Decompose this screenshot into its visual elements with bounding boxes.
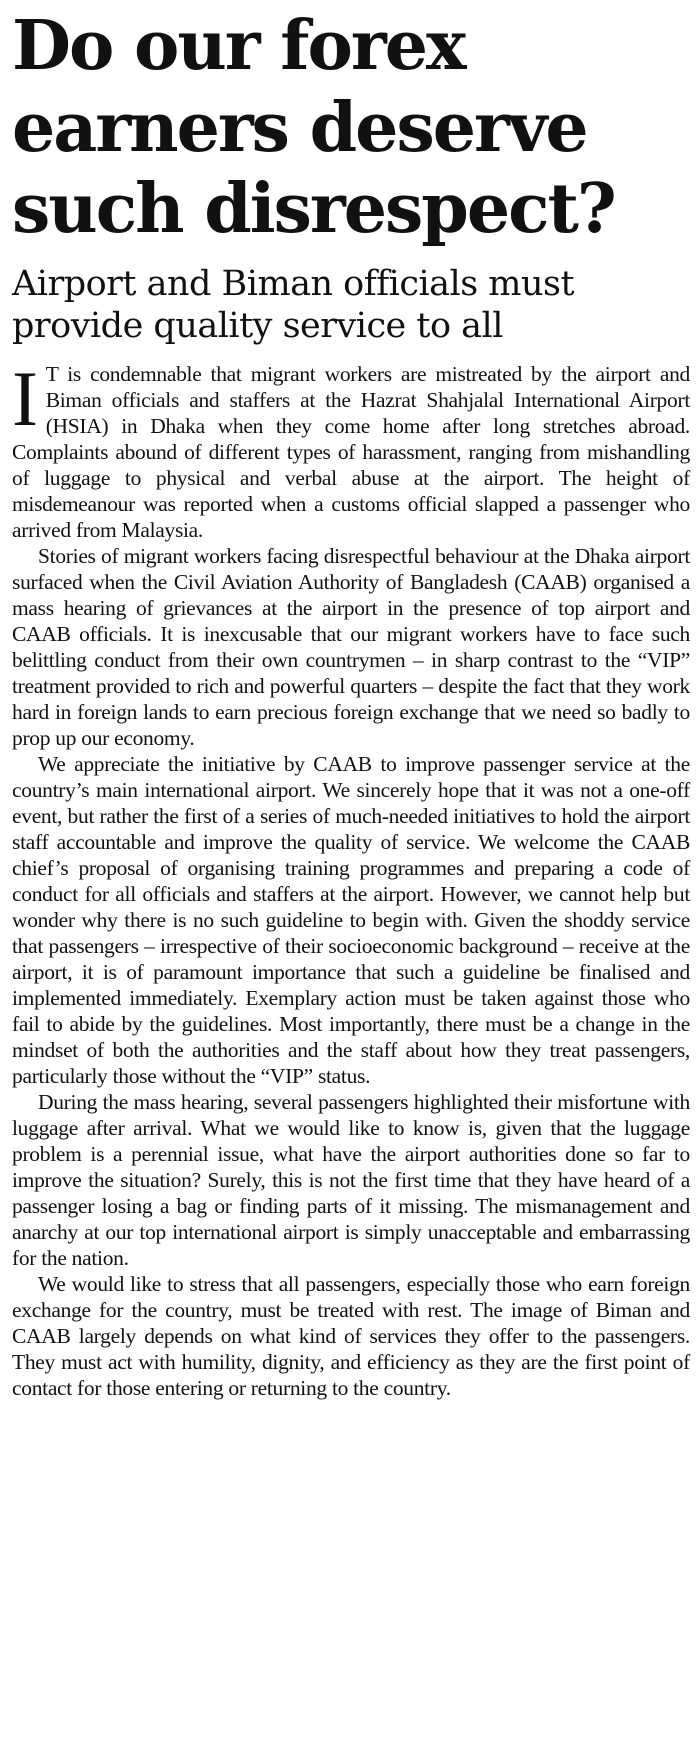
article-body: [12, 354, 690, 1401]
paragraph-4: During the mass hearing, several passengers highlighted their misfortune with luggage after arrival. What we would like to know is, given that the luggage problem is a perennial issue, what have the airport authorities done so far to improve the situation? Surely, this is not the first time that they have heard of a passenger losing a bag or finding parts of it missing. The mismanagement and anarchy at our top international airport is simply unacceptable and embarrassing for the nation.: [12, 1089, 690, 1270]
drop-cap: I: [12, 354, 38, 442]
subheadline: Airport and Biman officials must provide quality service to all: [12, 263, 575, 346]
editorial-article: [12, 6, 690, 1401]
paragraph-1-text: T is condemnable that migrant workers are mistreated by the airport and Biman officials and staffers at the Hazrat Shahjalal International Airport (HSIA) in Dhaka when they come home after long stretches abroad. Complaints abound of different types of harassment, ranging from mishandling of luggage to physical and verbal abuse at the airport. The height of misdemeanour was reported when a customs official slapped a passenger who arrived from Malaysia.: [12, 361, 690, 542]
paragraph-3: We appreciate the initiative by CAAB to improve passenger service at the country’s main international airport. We sincerely hope that it was not a one-off event, but rather the first of a series of much-needed initiatives to hold the airport staff accountable and improve the quality of service. We welcome the CAAB chief’s proposal of organising training programmes and preparing a code of conduct for all officials and staffers at the airport. However, we cannot help but wonder why there is no such guideline to begin with. Given the shoddy service that passengers – irrespective of their socioeconomic background – receive at the airport, it is of paramount importance that such a guideline be finalised and implemented immediately. Exemplary action must be taken against those who fail to abide by the guidelines. Most importantly, there must be a change in the mindset of both the authorities and the staff about how they treat passengers, particularly those without the “VIP” status.: [12, 751, 690, 1088]
headline: Do our forex earners deserve such disrespect?: [12, 6, 615, 250]
paragraph-2: Stories of migrant workers facing disrespectful behaviour at the Dhaka airport surfaced when the Civil Aviation Authority of Bangladesh (CAAB) organised a mass hearing of grievances at the airport in the presence of top airport and CAAB officials. It is inexcusable that our migrant workers have to face such belittling conduct from their own countrymen – in sharp contrast to the “VIP” treatment provided to rich and powerful quarters – despite the fact that they work hard in foreign lands to earn precious foreign exchange that we need so badly to prop up our economy.: [12, 543, 690, 750]
paragraph-1: [12, 354, 690, 543]
paragraph-5: We would like to stress that all passengers, especially those who earn foreign exchange for the country, must be treated with rest. The image of Biman and CAAB largely depends on what kind of services they offer to the passengers. They must act with humility, dignity, and efficiency as they are the first point of contact for those entering or returning to the country.: [12, 1271, 690, 1400]
